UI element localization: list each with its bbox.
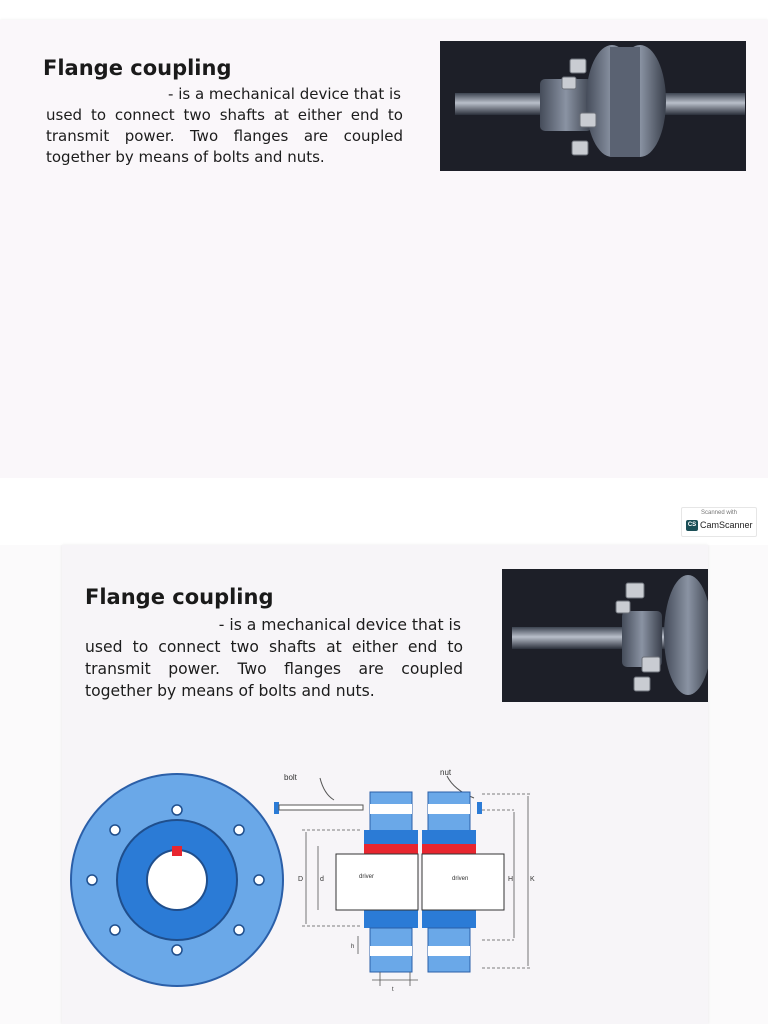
- coupling-photo-image: [440, 41, 746, 171]
- dim-t-label: t: [392, 987, 394, 993]
- coupling-photo-cropped: [502, 569, 708, 702]
- bolt-label: bolt: [284, 773, 297, 782]
- coupling-photo: [440, 41, 746, 171]
- dim-K-label: K: [530, 876, 535, 883]
- camscanner-badge: [681, 507, 757, 537]
- slide-2-title: Flange coupling: [85, 585, 274, 609]
- slide-1-text-rest: used to connect two shafts at either end to transmit power. Two flanges are coupled together by means of bolts and nuts.: [46, 106, 403, 166]
- driven-label: driven: [452, 876, 469, 882]
- slide-1-title: Flange coupling: [43, 56, 232, 80]
- slide-1: [0, 20, 768, 478]
- driver-label: driver: [359, 874, 375, 880]
- dim-D-label: D: [298, 876, 304, 883]
- page-gap: [0, 478, 768, 545]
- dim-d-label: d: [320, 876, 324, 883]
- nut-label: nut: [440, 768, 452, 777]
- page-top-strip: [0, 0, 768, 22]
- scanner-badge-caption: Scanned with: [700, 510, 738, 516]
- camscanner-name: CamScanner: [700, 520, 753, 530]
- coupling-photo-cropped-image: [502, 569, 708, 702]
- flange-coupling-diagram: [62, 750, 708, 1024]
- slide-2-text-rest: used to connect two shafts at either end to transmit power. Two flanges are coupled together by means of bolts and nuts.: [85, 638, 463, 700]
- slide-2-text-first-line: - is a mechanical device that is: [218, 616, 461, 634]
- slide-1-text: [46, 84, 403, 168]
- flange-section-view: [274, 768, 535, 993]
- dim-H-label: H: [508, 876, 514, 883]
- slide-2: [62, 545, 708, 1024]
- slide-2-text: [85, 614, 463, 702]
- flange-end-view: [71, 774, 283, 986]
- slide-1-text-first-line: - is a mechanical device that is: [168, 85, 401, 103]
- camscanner-logo-icon: CS: [686, 520, 698, 531]
- dim-h-label: h: [351, 944, 355, 950]
